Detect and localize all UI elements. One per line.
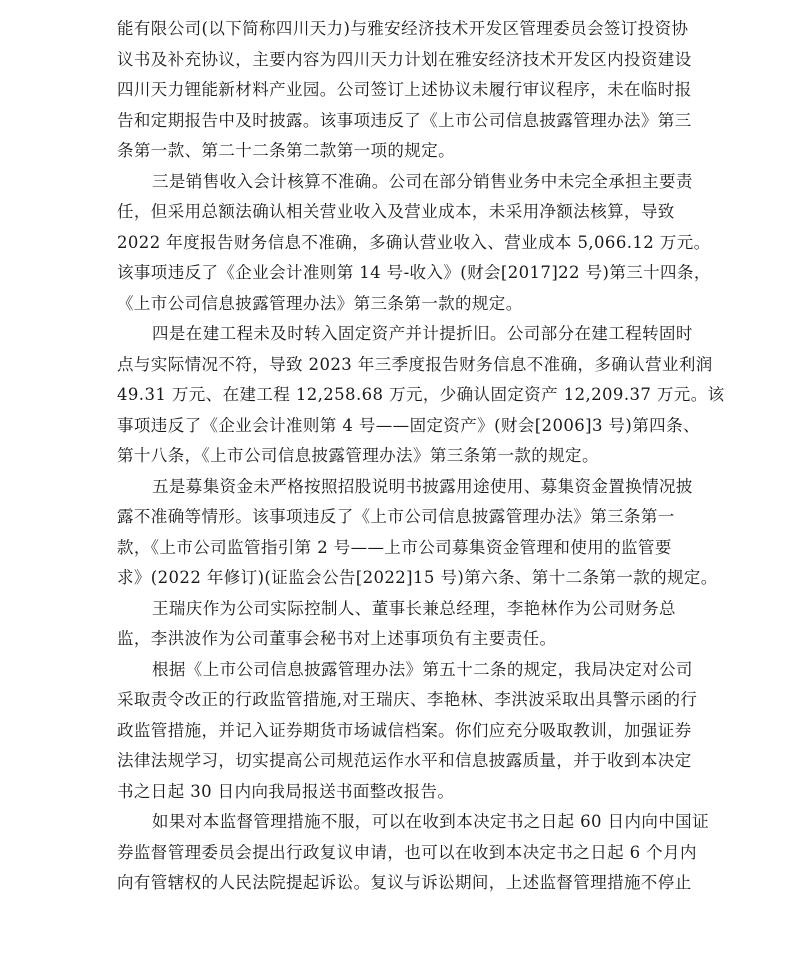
- paragraph-decision: [117, 655, 698, 808]
- text-line: 该事项违反了《企业会计准则第 14 号-收入》(财会[2017]22 号)第三十四条，: [117, 263, 711, 282]
- text-line: 四川天力锂能新材料产业园。公司签订上述协议未履行审议程序，未在临时报: [117, 80, 692, 99]
- text-line: 露不准确等情形。该事项违反了《上市公司信息披露管理办法》第三条第一: [117, 507, 675, 526]
- text-line: 王瑞庆作为公司实际控制人、董事长兼总经理，李艳林作为公司财务总: [152, 598, 676, 618]
- text-line: 四是在建工程未及时转入固定资产并计提折旧。公司部分在建工程转固时: [152, 324, 693, 343]
- text-line: 任，但采用总额法确认相关营业收入及营业成本，未采用净额法核算，导致: [117, 202, 675, 221]
- text-line: 款，《上市公司监管指引第 2 号——上市公司募集资金管理和使用的监管要: [117, 537, 672, 557]
- text-line: 能有限公司(以下简称四川天力)与雅安经济技术开发区管理委员会签订投资协: [117, 19, 689, 38]
- text-line: 监，李洪波作为公司董事会秘书对上述事项负有主要责任。: [117, 629, 557, 648]
- text-line: 如果对本监督管理措施不服，可以在收到本决定书之日起 60 日内向中国证: [152, 812, 709, 831]
- paragraph-item-five: [117, 472, 718, 594]
- text-line: 券监督管理委员会提出行政复议申请，也可以在收到本决定书之日起 6 个月内: [117, 842, 697, 862]
- text-line: 点与实际情况不符，导致 2023 年三季度报告财务信息不准确，多确认营业利润: [117, 354, 713, 374]
- text-line: 五是募集资金未严格按照招股说明书披露用途使用、募集资金置换情况披: [152, 476, 693, 496]
- text-line: 采取责令改正的行政监管措施,对王瑞庆、李艳林、李洪波采取出具警示函的行: [117, 690, 698, 709]
- text-line: 向有管辖权的人民法院提起诉讼。复议与诉讼期间，上述监督管理措施不停止: [117, 873, 692, 892]
- text-line: 事项违反了《企业会计准则第 4 号——固定资产》(财会[2006]3 号)第四条、: [117, 415, 700, 435]
- paragraph-item-four: [117, 319, 725, 472]
- paragraph-responsible-persons: [117, 594, 677, 655]
- text-line: 三是销售收入会计核算不准确。公司在部分销售业务中未完全承担主要责: [152, 171, 693, 191]
- text-line: 根据《上市公司信息披露管理办法》第五十二条的规定，我局决定对公司: [152, 659, 693, 679]
- paragraph-intro-continuation: [117, 14, 692, 167]
- text-line: 2022 年度报告财务信息不准确，多确认营业收入、营业成本 5,066.12 万元。: [117, 232, 711, 252]
- text-line: 书之日起 30 日内向我局报送书面整改报告。: [117, 781, 455, 801]
- text-line: 告和定期报告中及时披露。该事项违反了《上市公司信息披露管理办法》第三: [117, 110, 692, 130]
- text-line: 议书及补充协议，主要内容为四川天力计划在雅安经济技术开发区内投资建设: [117, 49, 692, 69]
- text-line: 法律法规学习，切实提高公司规范运作水平和信息披露质量，并于收到本决定: [117, 751, 692, 770]
- text-line: 条第一款、第二十二条第二款第一项的规定。: [117, 141, 455, 160]
- paragraph-item-three: [117, 167, 711, 320]
- paragraph-appeal: [117, 807, 709, 899]
- text-line: 第十八条，《上市公司信息披露管理办法》第三条第一款的规定。: [117, 446, 599, 465]
- text-line: 政监管措施，并记入证券期货市场诚信档案。你们应充分吸取教训，加强证券: [117, 720, 692, 740]
- document-page: [117, 14, 725, 899]
- text-line: 求》(2022 年修订)(证监会公告[2022]15 号)第六条、第十二条第一款的规定。: [117, 568, 718, 587]
- text-line: 49.31 万元、在建工程 12,258.68 万元，少确认固定资产 12,209.37 万元。该: [117, 385, 725, 404]
- text-line: 《上市公司信息披露管理办法》第三条第一款的规定。: [117, 293, 523, 313]
